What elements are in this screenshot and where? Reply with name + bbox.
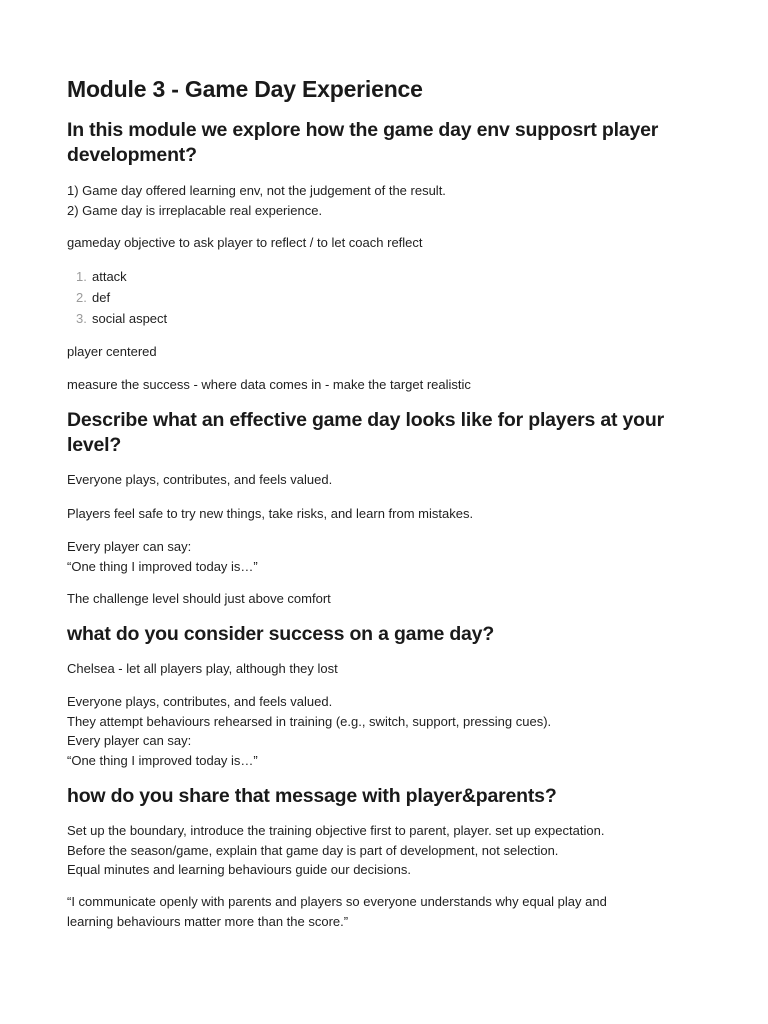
heading-line: development? xyxy=(67,144,197,166)
numbered-paragraph xyxy=(67,181,707,220)
text-line: learning behaviours matter more than the score.” xyxy=(67,913,349,929)
ordered-list xyxy=(76,266,167,329)
list-item: 2. def xyxy=(76,290,111,305)
text-line: “I communicate openly with parents and players so everyone understands why equal play and xyxy=(67,894,607,909)
paragraph: Chelsea - let all players play, although they lost xyxy=(67,661,338,676)
heading-line: Describe what an effective game day looks like for players at your xyxy=(67,409,664,431)
paragraph xyxy=(67,537,707,576)
paragraph: Everyone plays, contributes, and feels valued. xyxy=(67,472,333,487)
paragraph xyxy=(67,821,707,880)
text-line: They attempt behaviours rehearsed in training (e.g., switch, support, pressing cues). xyxy=(67,713,552,729)
list-item: 1. attack xyxy=(76,269,127,284)
section-heading-effective-game-day xyxy=(67,408,707,458)
numbered-line: 1) Game day offered learning env, not the judgement of the result. xyxy=(67,183,446,198)
text-line: Equal minutes and learning behaviours guide our decisions. xyxy=(67,862,411,877)
text-line: “One thing I improved today is…” xyxy=(67,558,258,574)
paragraph: The challenge level should just above comfort xyxy=(67,591,331,606)
quote-paragraph xyxy=(67,892,707,931)
section-heading-share-message: how do you share that message with player&parents? xyxy=(67,785,557,807)
section-heading-module-intro xyxy=(67,118,707,168)
numbered-line: 2) Game day is irreplacable real experience. xyxy=(67,202,323,218)
text-line: “One thing I improved today is…” xyxy=(67,752,258,768)
heading-line: In this module we explore how the game day env supposrt player xyxy=(67,119,659,141)
measure-paragraph: measure the success - where data comes in - make the target realistic xyxy=(67,377,471,392)
paragraph xyxy=(67,692,707,770)
page-title: Module 3 - Game Day Experience xyxy=(67,76,423,102)
text-line: Set up the boundary, introduce the training objective first to parent, player. set up expectation. xyxy=(67,823,605,838)
paragraph: Players feel safe to try new things, take risks, and learn from mistakes. xyxy=(67,506,474,521)
section-heading-success: what do you consider success on a game day? xyxy=(67,623,495,645)
player-centered-paragraph: player centered xyxy=(67,344,157,359)
text-line: Everyone plays, contributes, and feels valued. xyxy=(67,694,333,709)
text-line: Before the season/game, explain that game day is part of development, not selection. xyxy=(67,842,559,858)
text-line: Every player can say: xyxy=(67,539,192,554)
objective-paragraph: gameday objective to ask player to reflect / to let coach reflect xyxy=(67,235,423,250)
list-item: 3. social aspect xyxy=(76,311,168,326)
text-line: Every player can say: xyxy=(67,733,192,748)
heading-line: level? xyxy=(67,434,122,456)
